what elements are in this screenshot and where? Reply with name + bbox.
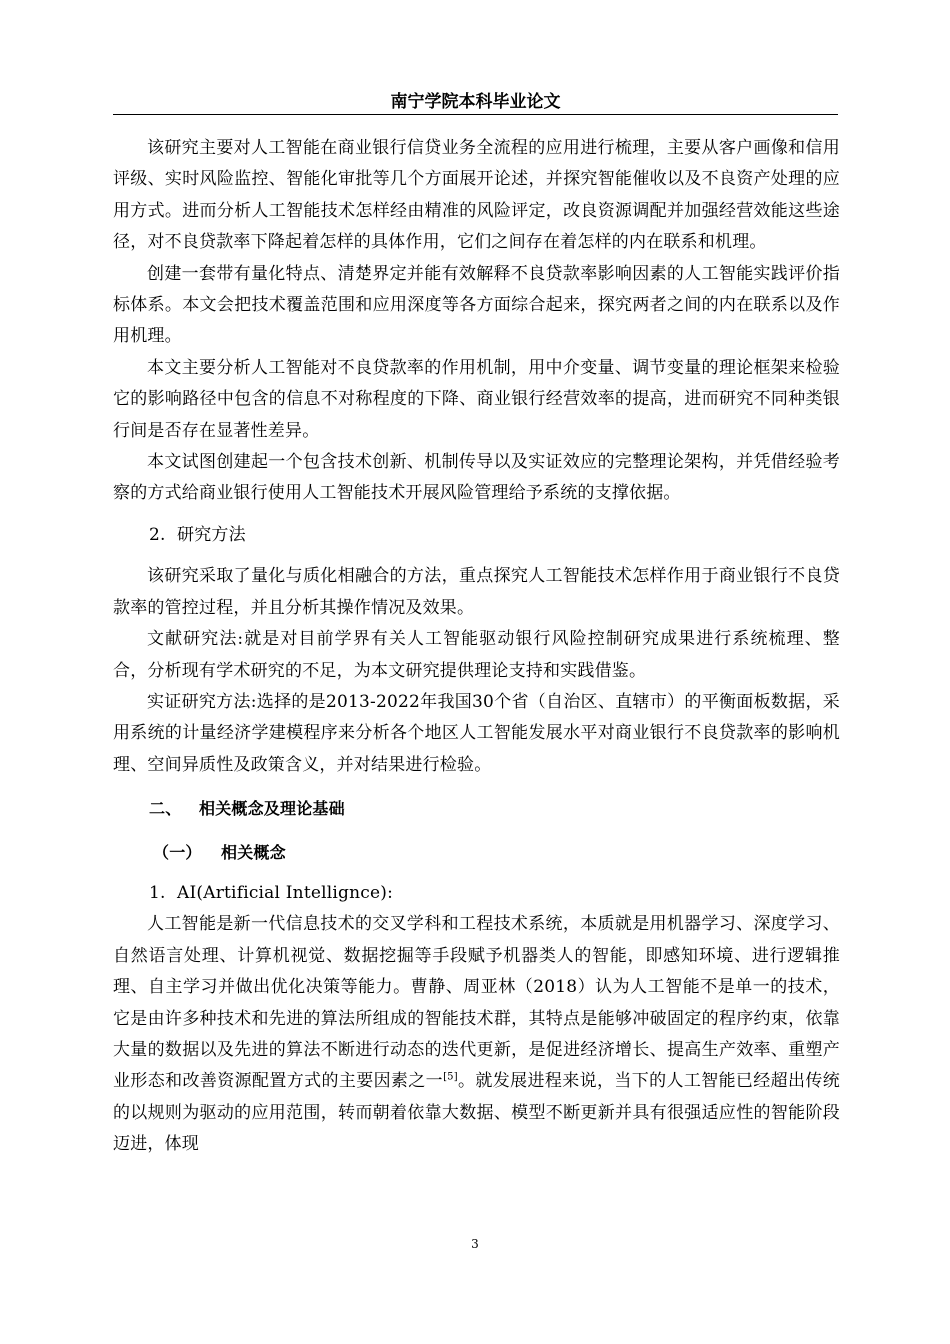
method-heading (113, 520, 840, 551)
subsection-heading (113, 837, 840, 868)
heading-number: 1. (149, 882, 166, 903)
paragraph: 该研究采取了量化与质化相融合的方法，重点探究人工智能技术怎样作用于商业银行不良贷款率的管控过程，并且分析其操作情况及效果。 (113, 566, 840, 618)
section-number: 二、 (149, 799, 182, 819)
paragraph: 创建一套带有量化特点、清楚界定并能有效解释不良贷款率影响因素的人工智能实践评价指标体系。本文会把技术覆盖范围和应用深度等各方面综合起来，探究两者之间的内在联系以及作用机理。 (113, 263, 840, 347)
header-rule (113, 114, 838, 115)
heading-number: 2. (149, 524, 166, 545)
body-text (113, 133, 840, 1161)
section-heading (113, 793, 840, 824)
page-number: 3 (471, 1237, 479, 1251)
section-title: 相关概念及理论基础 (199, 799, 345, 819)
ai-heading (113, 878, 840, 909)
page-header-title: 南宁学院本科毕业论文 (390, 92, 561, 112)
paragraph (113, 909, 840, 1160)
subsection-title: 相关概念 (221, 842, 286, 862)
paragraph: 该研究主要对人工智能在商业银行信贷业务全流程的应用进行梳理，主要从客户画像和信用评级、实时风险监控、智能化审批等几个方面展开论述，并探究智能催收以及不良资产处理的应用方式。进而分析人工智能技术怎样经由精准的风险评定，改良资源调配并加强经营效能这些途径，对不良贷款率下降起着怎样的具体作用，它们之间存在着怎样的内在联系和机理。 (113, 138, 840, 253)
paragraph: 实证研究方法:选择的是2013-2022年我国30个省（自治区、直辖市）的平衡面板数据，采用系统的计量经济学建模程序来分析各个地区人工智能发展水平对商业银行不良贷款率的影响机理、空间异质性及政策含义，并对结果进行检验。 (113, 691, 840, 775)
paragraph-text-tail: 。就发展进程来说，当下的人工智能已经超出传统的以规则为驱动的应用范围，转而朝着依靠大数据、模型不断更新并具有很强适应性的智能阶段迈进，体现 (113, 1071, 840, 1155)
paragraph-text: 人工智能是新一代信息技术的交叉学科和工程技术系统，本质就是用机器学习、深度学习、自然语言处理、计算机视觉、数据挖掘等手段赋予机器类人的智能，即感知环境、进行逻辑推理、自主学习并做出优化决策等能力。曹静、周亚林（2018）认为人工智能不是单一的技术，它是由许多种技术和先进的算法所组成的智能技术群，其特点是能够冲破固定的程序约束，依靠大量的数据以及先进的算法不断进行动态的迭代更新，是促进经济增长、提高生产效率、重塑产业形态和改善资源配置方式的主要因素之一 (113, 914, 840, 1092)
subsection-number: （一） (153, 842, 202, 862)
heading-text: 研究方法 (177, 524, 246, 545)
paragraph: 本文主要分析人工智能对不良贷款率的作用机制，用中介变量、调节变量的理论框架来检验它的影响路径中包含的信息不对称程度的下降、商业银行经营效率的提高，进而研究不同种类银行间是否存在显著性差异。 (113, 357, 840, 441)
paragraph: 文献研究法:就是对目前学界有关人工智能驱动银行风险控制研究成果进行系统梳理、整合，分析现有学术研究的不足，为本文研究提供理论支持和实践借鉴。 (113, 629, 840, 681)
heading-text: AI(Artificial Intellignce): (177, 882, 393, 903)
citation-marker: [5] (443, 1071, 458, 1083)
paragraph: 本文试图创建起一个包含技术创新、机制传导以及实证效应的完整理论架构，并凭借经验考察的方式给商业银行使用人工智能技术开展风险管理给予系统的支撑依据。 (113, 452, 840, 504)
